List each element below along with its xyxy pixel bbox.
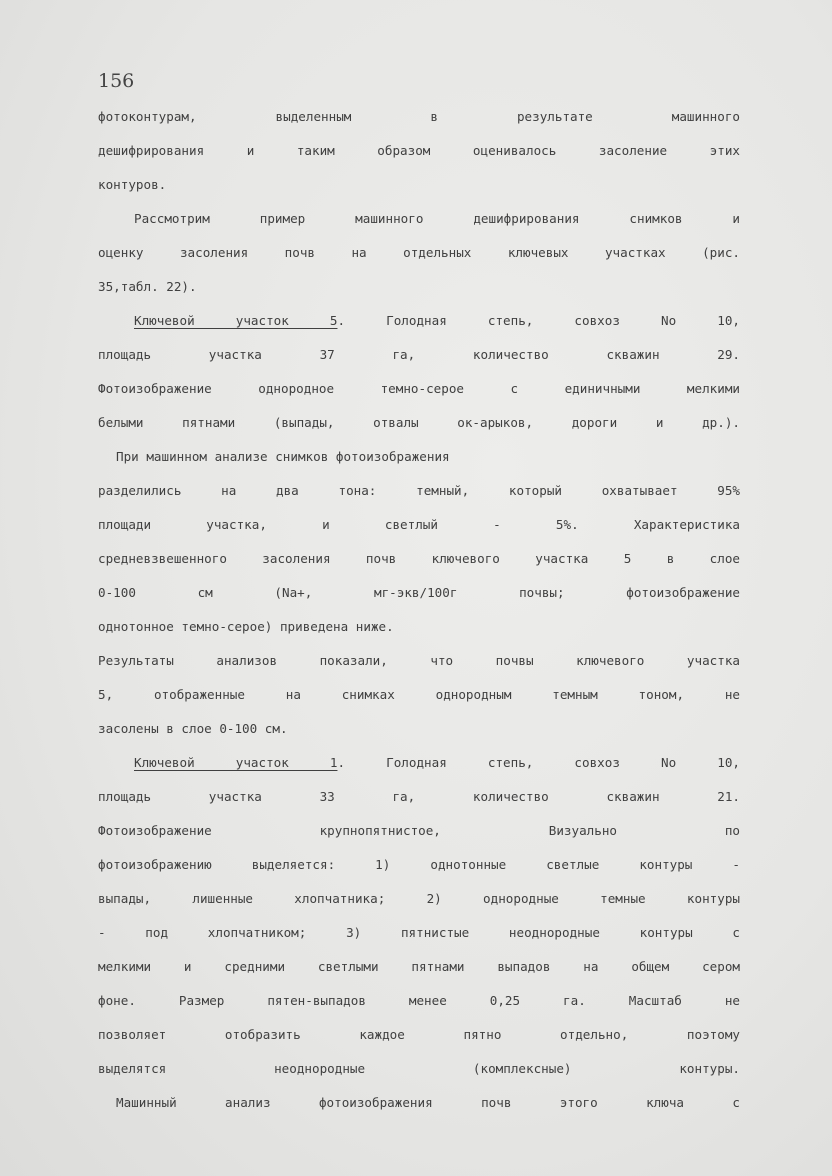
text-segment: белыми пятнами (выпады, отвалы ок-арыков, дороги и др.).	[98, 415, 740, 430]
text-segment: фотоконтурам, выделенным в результате машинного	[98, 109, 740, 124]
text-line	[98, 440, 740, 474]
text-line	[98, 1086, 740, 1120]
text-line	[98, 1052, 740, 1086]
text-line	[98, 168, 740, 202]
text-segment: 35,табл. 22).	[98, 279, 197, 294]
text-segment: площадь участка 33 га, количество скважин 21.	[98, 789, 740, 804]
text-line	[98, 1018, 740, 1052]
text-line	[98, 848, 740, 882]
text-segment: Машинный анализ фотоизображения почв этого ключа с	[116, 1095, 740, 1110]
text-segment: разделились на два тона: темный, который охватывает 95%	[98, 483, 740, 498]
text-line	[98, 372, 740, 406]
text-segment: площади участка, и светлый - 5%. Характеристика	[98, 517, 740, 532]
text-line	[98, 916, 740, 950]
text-line	[98, 610, 740, 644]
text-line	[98, 270, 740, 304]
text-segment: При машинном анализе снимков фотоизображения	[116, 449, 450, 464]
page-number: 156	[98, 70, 135, 92]
text-segment: . Голодная степь, совхоз No 10,	[337, 755, 740, 770]
text-segment: засолены в слое 0-100 см.	[98, 721, 288, 736]
text-line	[98, 780, 740, 814]
text-segment: контуров.	[98, 177, 167, 192]
text-segment: оценку засоления почв на отдельных ключевых участках (рис.	[98, 245, 740, 260]
text-segment: выделятся неоднородные (комплексные) контуры.	[98, 1061, 740, 1076]
text-line	[98, 984, 740, 1018]
text-segment: 5, отображенные на снимках однородным темным тоном, не	[98, 687, 740, 702]
text-segment: . Голодная степь, совхоз No 10,	[337, 313, 740, 328]
text-segment: Фотоизображение однородное темно-серое с единичными мелкими	[98, 381, 740, 396]
text-segment: позволяет отобразить каждое пятно отдельно, поэтому	[98, 1027, 740, 1042]
text-line	[98, 100, 740, 134]
text-line	[98, 814, 740, 848]
text-line	[98, 882, 740, 916]
text-line	[98, 202, 740, 236]
text-segment: выпады, лишенные хлопчатника; 2) однородные темные контуры	[98, 891, 740, 906]
text-segment: Результаты анализов показали, что почвы ключевого участка	[98, 653, 740, 668]
text-line	[98, 576, 740, 610]
text-line	[98, 950, 740, 984]
text-line	[98, 508, 740, 542]
underlined-heading: Ключевой участок 5	[134, 313, 338, 328]
text-segment: фоне. Размер пятен-выпадов менее 0,25 га. Масштаб не	[98, 993, 740, 1008]
text-segment: фотоизображению выделяется: 1) однотонные светлые контуры -	[98, 857, 740, 872]
text-segment: 0-100 см (Na+, мг-экв/100г почвы; фотоизображение	[98, 585, 740, 600]
text-line	[98, 746, 740, 780]
text-segment: однотонное темно-серое) приведена ниже.	[98, 619, 394, 634]
document-text	[98, 100, 740, 1120]
text-segment: площадь участка 37 га, количество скважин 29.	[98, 347, 740, 362]
text-line	[98, 304, 740, 338]
text-line	[98, 134, 740, 168]
text-line	[98, 338, 740, 372]
text-segment: Рассмотрим пример машинного дешифрирования снимков и	[134, 211, 740, 226]
text-line	[98, 474, 740, 508]
underlined-heading: Ключевой участок 1	[134, 755, 338, 770]
text-segment: Фотоизображение крупнопятнистое, Визуально по	[98, 823, 740, 838]
text-segment: мелкими и средними светлыми пятнами выпадов на общем сером	[98, 959, 740, 974]
text-line	[98, 644, 740, 678]
text-line	[98, 712, 740, 746]
text-line	[98, 678, 740, 712]
text-line	[98, 406, 740, 440]
text-line	[98, 236, 740, 270]
text-segment: дешифрирования и таким образом оценивалось засоление этих	[98, 143, 740, 158]
text-segment: - под хлопчатником; 3) пятнистые неоднородные контуры с	[98, 925, 740, 940]
text-segment: средневзвешенного засоления почв ключевого участка 5 в слое	[98, 551, 740, 566]
text-line	[98, 542, 740, 576]
